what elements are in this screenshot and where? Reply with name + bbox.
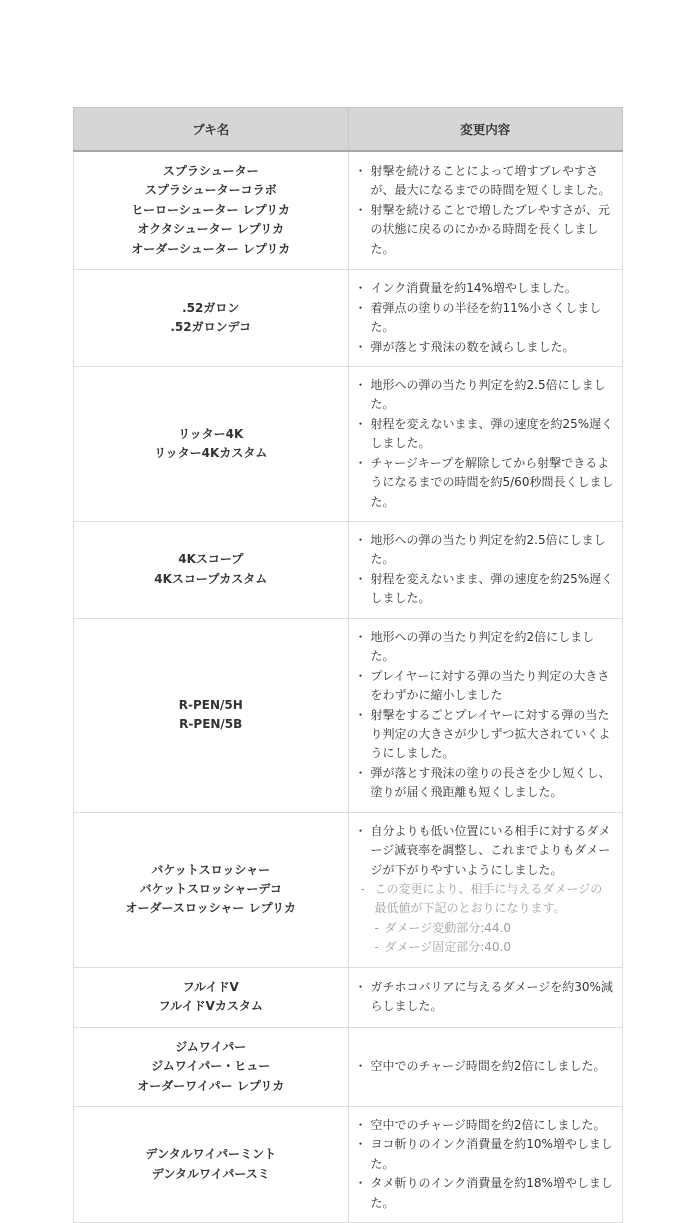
weapon-name: 4Kスコープ	[178, 552, 244, 567]
table-row	[74, 366, 623, 521]
weapon-name-cell	[74, 366, 349, 521]
changes-list	[358, 628, 615, 803]
change-details-cell	[348, 270, 623, 367]
changes-list	[358, 1116, 615, 1213]
change-item-subnote: - ダメージ変動部分:44.0	[358, 919, 615, 938]
table-row	[74, 812, 623, 967]
weapon-name: R-PEN/5B	[179, 717, 243, 732]
table-row	[74, 967, 623, 1027]
change-details-cell	[348, 366, 623, 521]
changes-list	[358, 822, 615, 958]
change-item-bullet: ・ 地形への弾の当たり判定を約2倍にしました。	[358, 628, 615, 667]
changes-list	[358, 1057, 615, 1076]
change-item-bullet: ・ 地形への弾の当たり判定を約2.5倍にしました。	[358, 531, 615, 570]
weapon-name: デンタルワイパーミント	[145, 1147, 277, 1162]
change-details-cell	[348, 522, 623, 619]
change-item-bullet: ・ プレイヤーに対する弾の当たり判定の大きさをわずかに縮小しました	[358, 667, 615, 706]
weapon-name: オーダーワイパー レプリカ	[137, 1078, 285, 1093]
change-details-cell	[348, 1027, 623, 1106]
weapon-name-cell	[74, 967, 349, 1027]
weapon-name: スプラシューターコラボ	[144, 183, 277, 198]
change-item-bullet: ・ 地形への弾の当たり判定を約2.5倍にしました。	[358, 376, 615, 415]
change-details-cell	[348, 1106, 623, 1222]
change-item-bullet: ・ タメ斬りのインク消費量を約18%増やしました。	[358, 1174, 615, 1213]
change-item-bullet: ・ ヨコ斬りのインク消費量を約10%増やしました。	[358, 1135, 615, 1174]
table-row	[74, 1106, 623, 1222]
weapon-name-cell	[74, 151, 349, 270]
change-item-bullet: ・ チャージキープを解除してから射撃できるようになるまでの時間を約5/60秒間長くしました。	[358, 454, 615, 512]
change-details-cell	[348, 151, 623, 270]
weapon-name: フルイドV	[182, 979, 239, 994]
weapon-name-cell	[74, 522, 349, 619]
change-item-bullet: ・ 射撃をするごとプレイヤーに対する弾の当たり判定の大きさが少しずつ拡大されていくようにしました。	[358, 706, 615, 764]
change-item-bullet: ・ 射撃を続けることで増したブレやすさが、元の状態に戻るのにかかる時間を長くしました。	[358, 201, 615, 259]
table-header	[74, 108, 623, 152]
column-header-change-details: 変更内容	[348, 108, 623, 152]
weapon-name: ヒーローシューター レプリカ	[131, 202, 291, 217]
change-item-bullet: ・ ガチホコバリアに与えるダメージを約30%減らしました。	[358, 978, 615, 1017]
weapon-name: リッター4K	[178, 426, 244, 441]
weapon-name-cell	[74, 1027, 349, 1106]
change-item-subnote: - ダメージ固定部分:40.0	[358, 938, 615, 957]
column-header-weapon-name: ブキ名	[74, 108, 349, 152]
change-details-cell	[348, 618, 623, 812]
weapon-name: オーダースロッシャー レプリカ	[125, 901, 296, 916]
change-item-bullet: ・ 空中でのチャージ時間を約2倍にしました。	[358, 1116, 615, 1135]
weapon-name: バケットスロッシャー	[151, 862, 271, 877]
weapon-name: R-PEN/5H	[178, 697, 243, 712]
patch-notes-table-container	[73, 107, 623, 1223]
changes-list	[358, 279, 615, 357]
weapon-changes-table	[73, 107, 623, 1223]
change-item-bullet: ・ 弾が落とす飛沫の数を減らしました。	[358, 338, 615, 357]
change-item-bullet: ・ 射程を変えないまま、弾の速度を約25%遅くしました。	[358, 415, 615, 454]
weapon-name-cell	[74, 812, 349, 967]
change-item-bullet: ・ 着弾点の塗りの半径を約11%小さくしました。	[358, 299, 615, 338]
weapon-name: オクタシューター レプリカ	[137, 222, 285, 237]
weapon-name: 4Kスコープカスタム	[154, 571, 268, 586]
weapon-name: スプラシューター	[162, 164, 259, 178]
change-item-bullet: ・ インク消費量を約14%増やしました。	[358, 279, 615, 298]
weapon-name: ジムワイパー	[175, 1039, 247, 1054]
change-details-cell	[348, 812, 623, 967]
weapon-name: ジムワイパー・ヒュー	[151, 1059, 271, 1074]
table-header-row	[74, 108, 623, 152]
table-row	[74, 270, 623, 367]
change-details-cell	[348, 967, 623, 1027]
table-row	[74, 522, 623, 619]
table-body	[74, 151, 623, 1223]
weapon-name: .52ガロンデコ	[170, 320, 252, 335]
change-item-bullet: ・ 射程を変えないまま、弾の速度を約25%遅くしました。	[358, 570, 615, 609]
weapon-name: デンタルワイパースミ	[151, 1166, 270, 1181]
table-row	[74, 618, 623, 812]
weapon-name-cell	[74, 270, 349, 367]
table-row	[74, 151, 623, 270]
weapon-name: バケットスロッシャーデコ	[139, 882, 282, 896]
changes-list	[358, 376, 615, 512]
weapon-name: オーダーシューター レプリカ	[131, 241, 291, 256]
change-item-note: - この変更により、相手に与えるダメージの最低値が下記のとおりになります。	[358, 880, 615, 919]
changes-list	[358, 978, 615, 1017]
weapon-name-cell	[74, 1106, 349, 1222]
weapon-name: .52ガロン	[182, 300, 240, 315]
weapon-name: リッター4Kカスタム	[154, 445, 268, 460]
table-row	[74, 1027, 623, 1106]
weapon-name-cell	[74, 618, 349, 812]
change-item-bullet: ・ 空中でのチャージ時間を約2倍にしました。	[358, 1057, 615, 1076]
change-item-bullet: ・ 射撃を続けることによって増すブレやすさが、最大になるまでの時間を短くしました。	[358, 162, 615, 201]
weapon-name: フルイドVカスタム	[158, 999, 263, 1014]
change-item-bullet: ・ 弾が落とす飛沫の塗りの長さを少し短くし、塗りが届く飛距離も短くしました。	[358, 764, 615, 803]
change-item-bullet: ・ 自分よりも低い位置にいる相手に対するダメージ減衰率を調整し、これまでよりもダメージが下がりやすいようにしました。	[358, 822, 615, 880]
changes-list	[358, 531, 615, 609]
changes-list	[358, 162, 615, 259]
